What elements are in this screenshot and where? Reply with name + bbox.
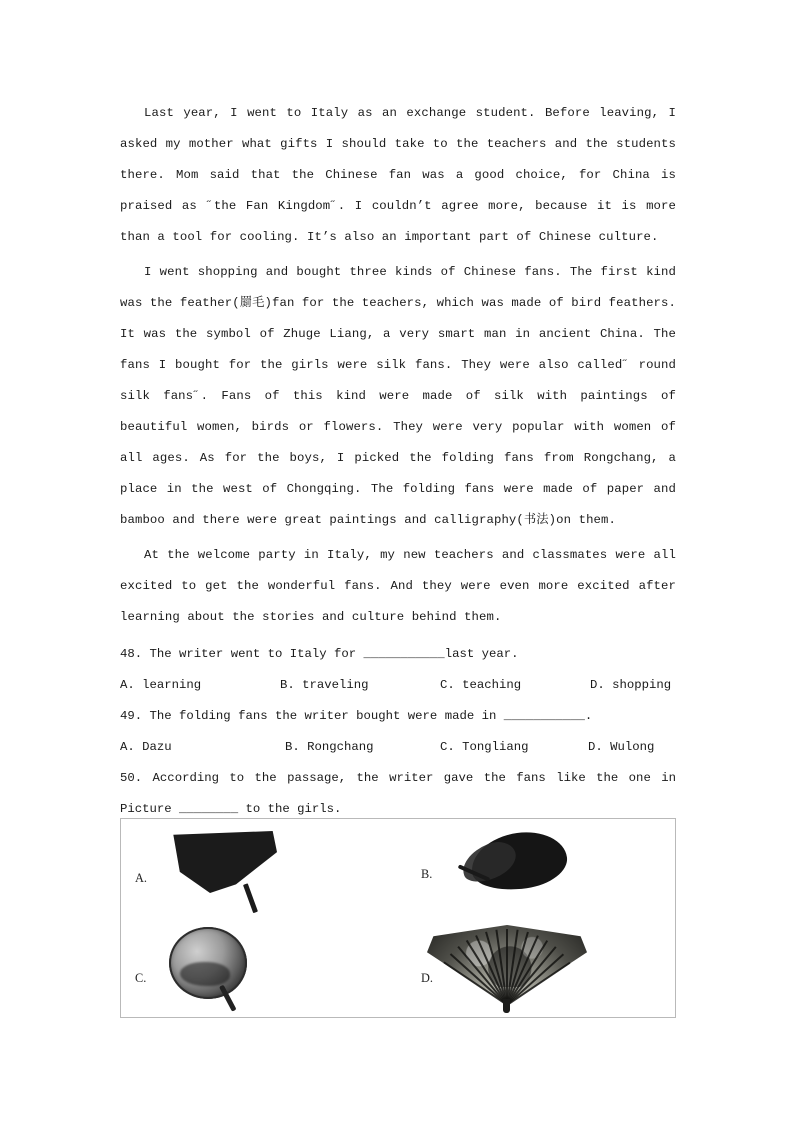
option-48-c[interactable]: C. teaching <box>440 678 522 692</box>
question-48-options <box>120 670 676 701</box>
option-48-b[interactable]: B. traveling <box>280 678 369 692</box>
picture-choices-figure <box>120 818 676 1018</box>
figure-label-d: D. <box>421 971 433 985</box>
figure-option-c[interactable] <box>121 919 399 1019</box>
question-49-stem: 49. The folding fans the writer bought were made in ___________. <box>120 709 593 723</box>
figure-option-a[interactable] <box>121 819 399 919</box>
figure-label-a: A. <box>135 871 147 885</box>
option-49-d[interactable]: D. Wulong <box>588 740 655 754</box>
feather-fan-icon <box>451 827 591 911</box>
passage-body <box>120 98 676 825</box>
figure-label-b: B. <box>421 867 433 881</box>
option-48-d[interactable]: D. shopping <box>590 678 672 692</box>
question-50-stem: 50. According to the passage, the writer gave the fans like the one in Picture ________ to the girls. <box>120 771 676 816</box>
paragraph-1: Last year, I went to Italy as an exchange student. Before leaving, I asked my mother what gifts I should take to the teachers and the students there. Mom said that the Chinese fan was a good choice, for China is praised as ˝the Fan Kingdom˝. I couldn’t agree more, because it is more than a tool for cooling. It’s also an important part of Chinese culture. <box>120 106 676 244</box>
option-48-a[interactable]: A. learning <box>120 678 202 692</box>
folding-fan-dark-icon <box>169 831 289 915</box>
question-49-options <box>120 732 676 763</box>
round-silk-fan-icon <box>161 925 291 1015</box>
paragraph-2: I went shopping and bought three kinds of Chinese fans. The first kind was the feather(罽毛)fan for the teachers, which was made of bird feathers. It was the symbol of Zhuge Liang, a very smart man in ancient China. The fans I bought for the girls were silk fans. They were also called˝ round silk fans˝. Fans of this kind were made of silk with paintings of beautiful women, birds or flowers. They were very popular with women of all ages. As for the boys, I picked the folding fans from Rongchang, a place in the west of Chongqing. The folding fans were made of paper and bamboo and there were great paintings and calligraphy(书法)on them. <box>120 265 676 527</box>
figure-option-d[interactable] <box>399 919 677 1019</box>
option-49-a[interactable]: A. Dazu <box>120 740 172 754</box>
option-49-b[interactable]: B. Rongchang <box>285 740 374 754</box>
option-49-c[interactable]: C. Tongliang <box>440 740 529 754</box>
question-48-stem: 48. The writer went to Italy for ___________last year. <box>120 647 519 661</box>
figure-label-c: C. <box>135 971 147 985</box>
paragraph-3: At the welcome party in Italy, my new teachers and classmates were all excited to get the wonderful fans. And they were even more excited after learning about the stories and culture behind them. <box>120 548 676 624</box>
open-folding-fan-icon <box>427 925 597 1015</box>
figure-option-b[interactable] <box>399 819 677 919</box>
